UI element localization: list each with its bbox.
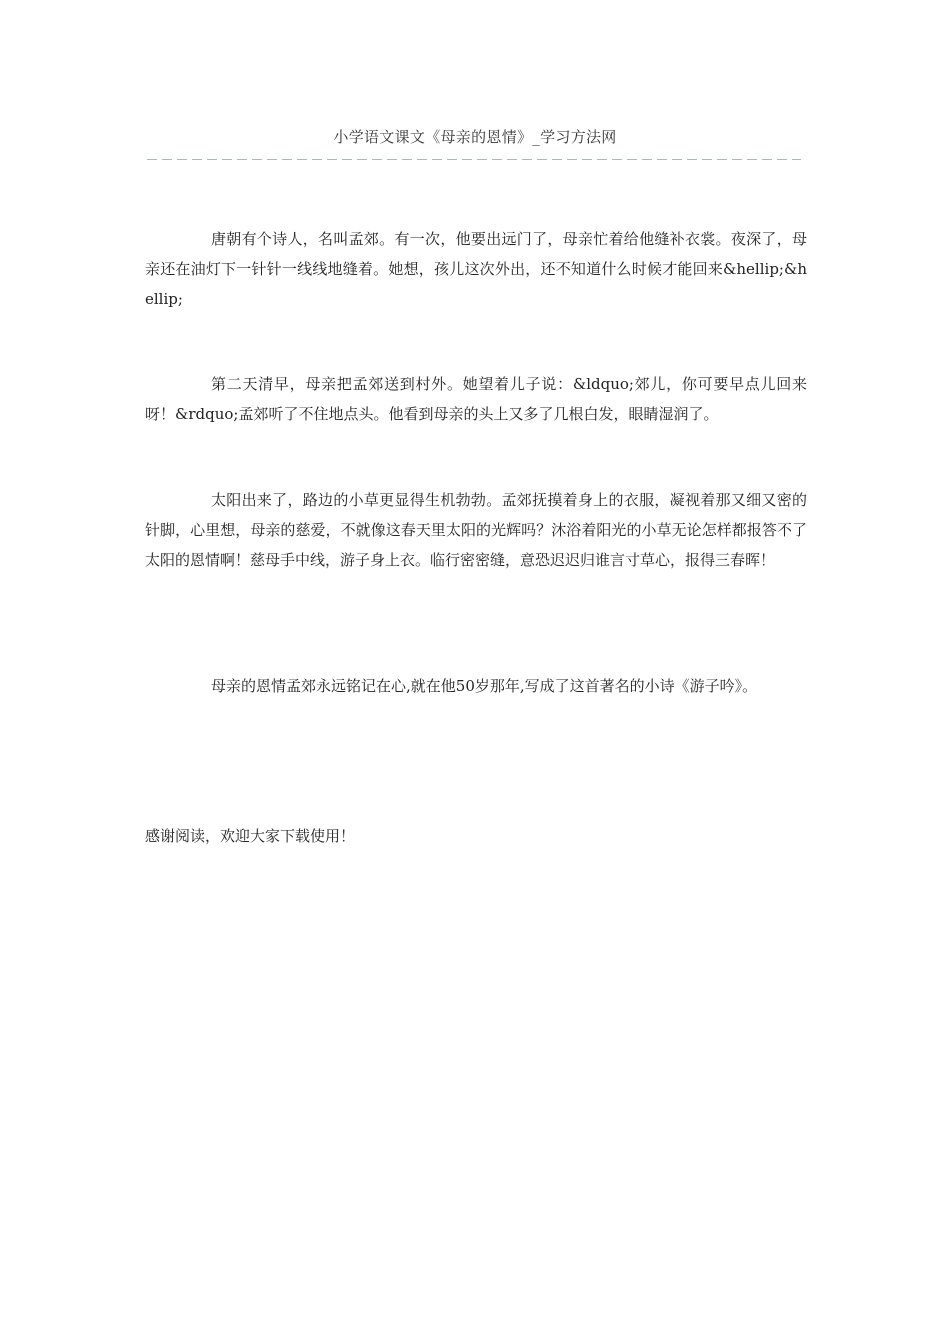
title-divider	[147, 158, 801, 162]
paragraph-4: 母亲的恩情孟郊永远铭记在心,就在他50岁那年,写成了这首著名的小诗《游子吟》。	[211, 677, 758, 695]
document-title: 小学语文课文《母亲的恩情》_学习方法网	[333, 128, 617, 146]
paragraph-2: 第二天清早，母亲把孟郊送到村外。她望着儿子说：&ldquo;郊儿，你可要早点儿回来呀！&rdquo;孟郊听了不住地点头。他看到母亲的头上又多了几根白发，眼睛湿润了。	[145, 375, 807, 423]
closing-note: 感谢阅读，欢迎大家下载使用！	[145, 827, 356, 845]
paragraph-3: 太阳出来了，路边的小草更显得生机勃勃。孟郊抚摸着身上的衣服，凝视着那又细又密的针脚，心里想，母亲的慈爱，不就像这春天里太阳的光辉吗？沐浴着阳光的小草无论怎样都报答不了太阳的恩情啊！慈母手中线，游子身上衣。临行密密缝，意恐迟迟归谁言寸草心，报得三春晖！	[145, 491, 807, 569]
paragraph-1: 唐朝有个诗人，名叫孟郊。有一次，他要出远门了，母亲忙着给他缝补衣裳。夜深了，母亲还在油灯下一针针一线线地缝着。她想，孩儿这次外出，还不知道什么时候才能回来&hellip;&hellip;	[145, 230, 807, 308]
